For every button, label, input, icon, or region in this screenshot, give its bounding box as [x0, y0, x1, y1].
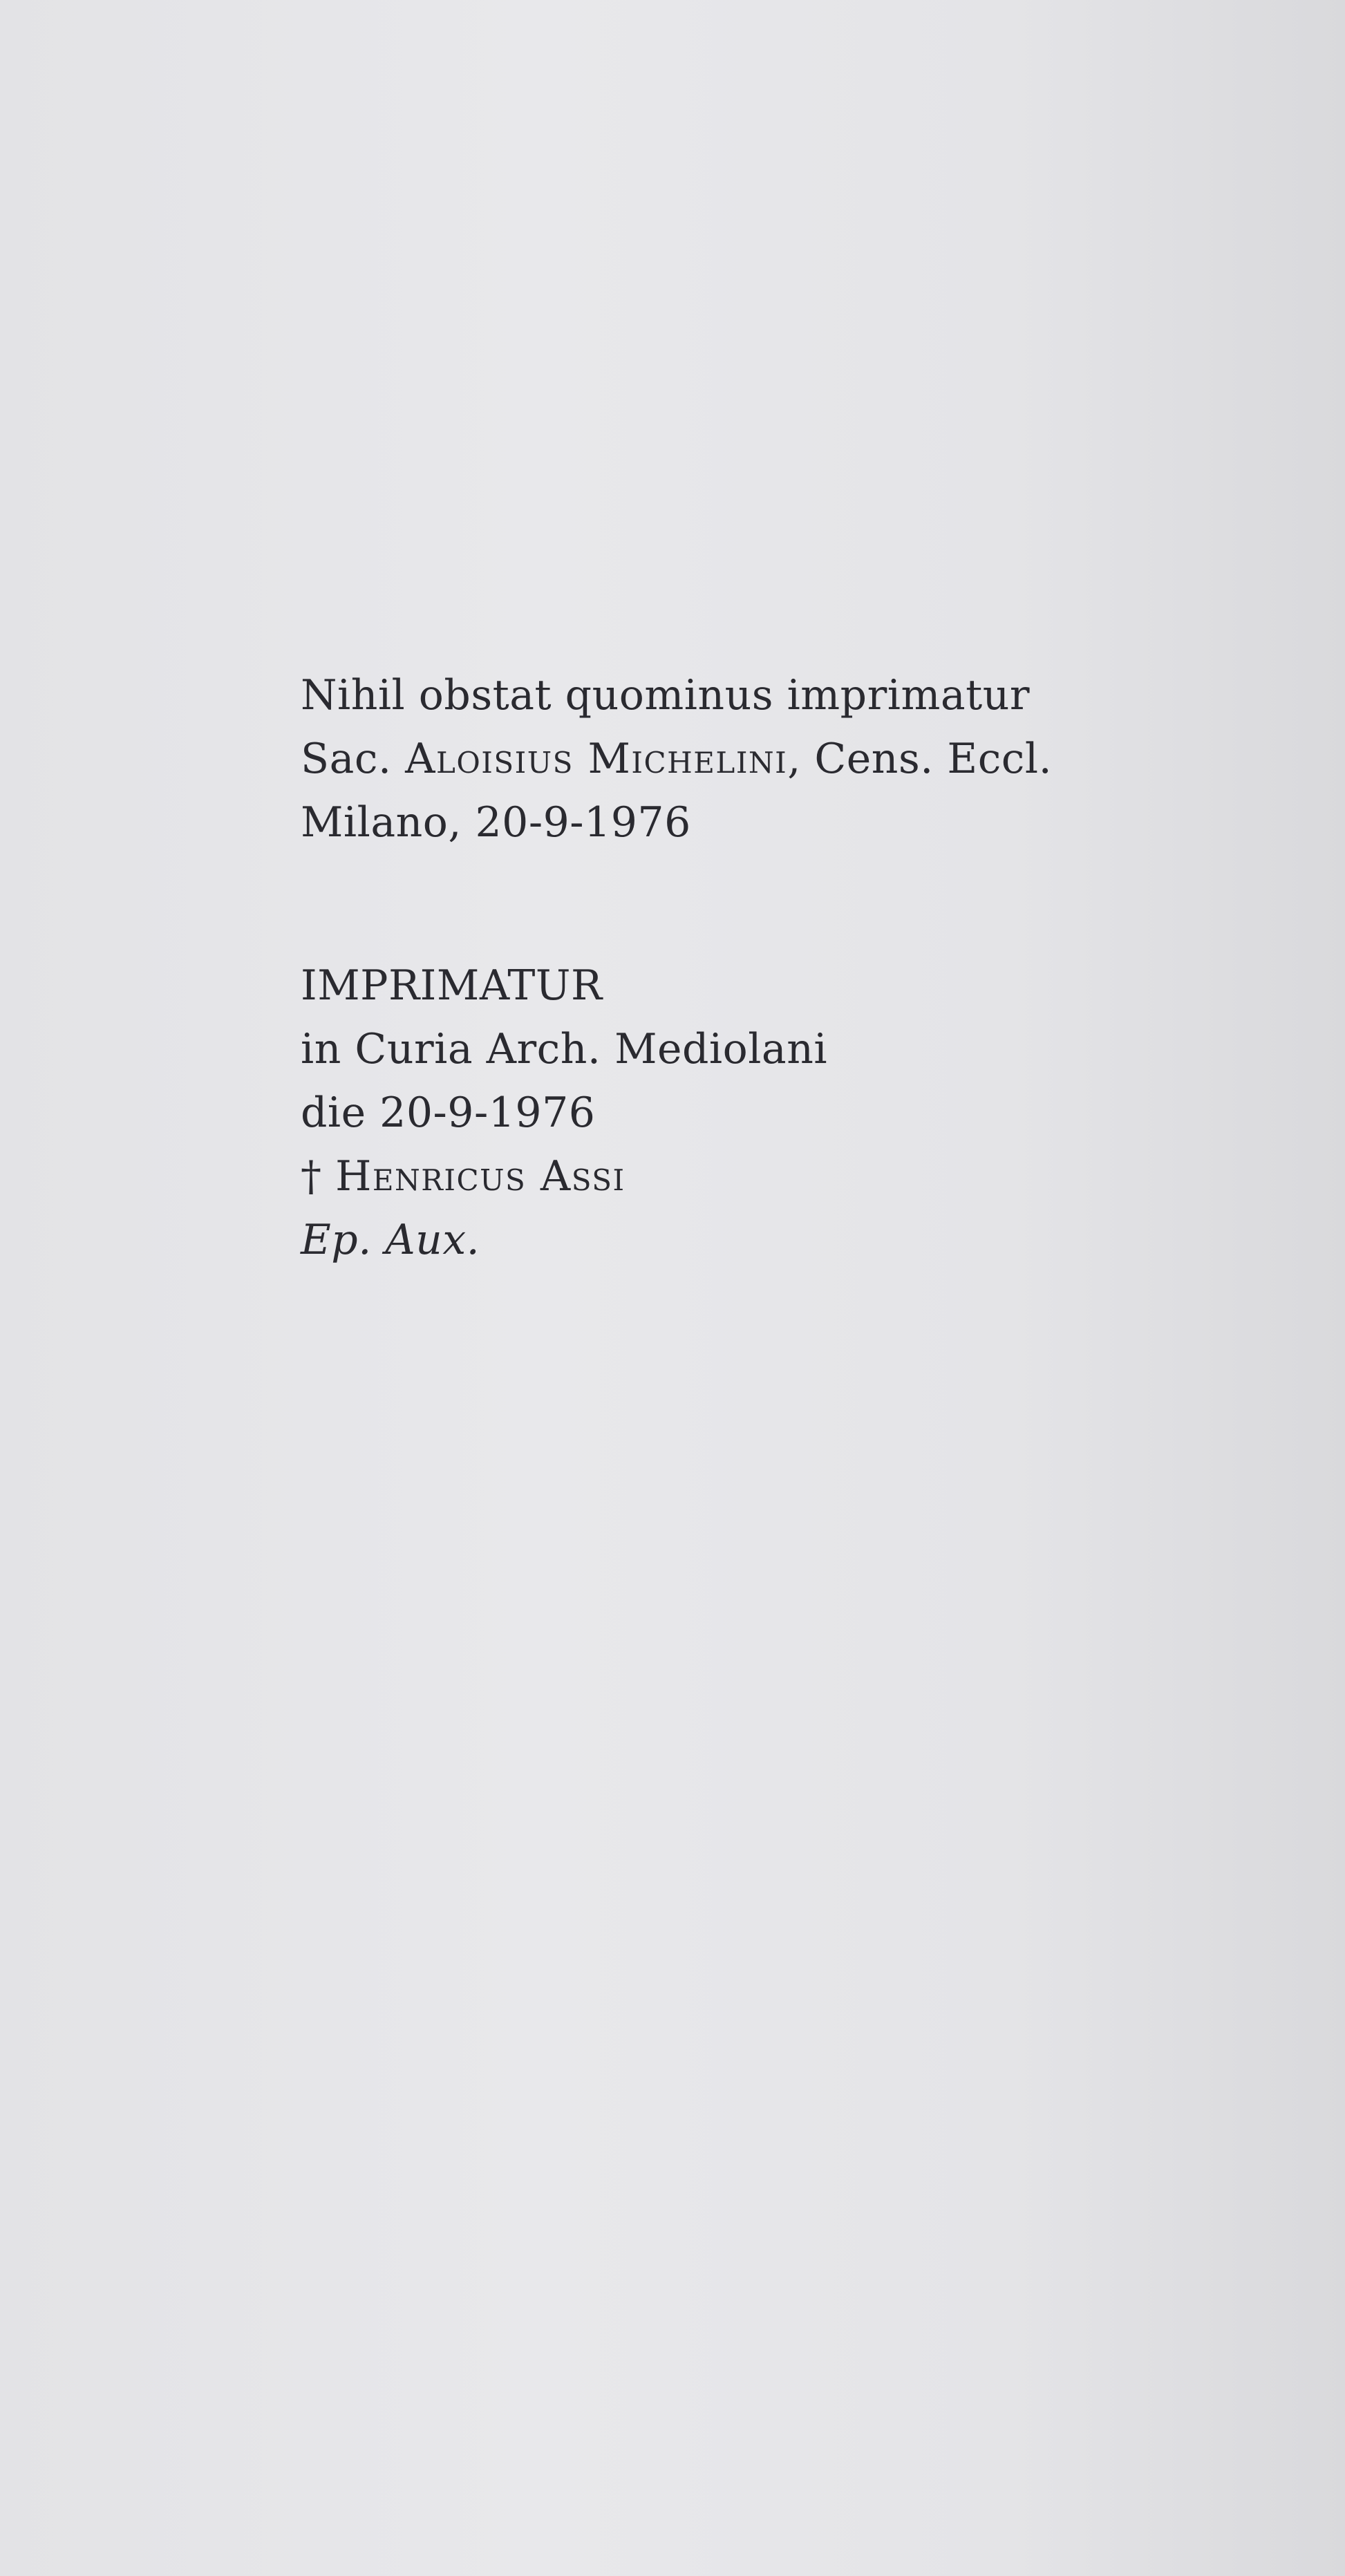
nihil-obstat-line: Nihil obstat quominus imprimatur — [301, 671, 1031, 720]
imprimatur-date: die 20-9-1976 — [301, 1089, 596, 1137]
bishop-title: Ep. Aux. — [301, 1216, 480, 1264]
bishop-line — [301, 1145, 827, 1208]
censor-name: Aloisius Michelini — [405, 735, 788, 783]
curia-line: in Curia Arch. Mediolani — [301, 1025, 828, 1073]
nihil-obstat-block — [301, 664, 1052, 854]
censor-title: Sac. — [301, 735, 406, 783]
censor-place-date: Milano, 20-9-1976 — [301, 798, 691, 847]
bishop-name: Henricus Assi — [335, 1152, 626, 1201]
imprimatur-block — [301, 954, 827, 1272]
censor-role: , Cens. Eccl. — [787, 735, 1053, 783]
cross-icon: † — [301, 1152, 336, 1201]
imprimatur-heading: IMPRIMATUR — [301, 961, 603, 1010]
censor-line — [301, 727, 1052, 791]
